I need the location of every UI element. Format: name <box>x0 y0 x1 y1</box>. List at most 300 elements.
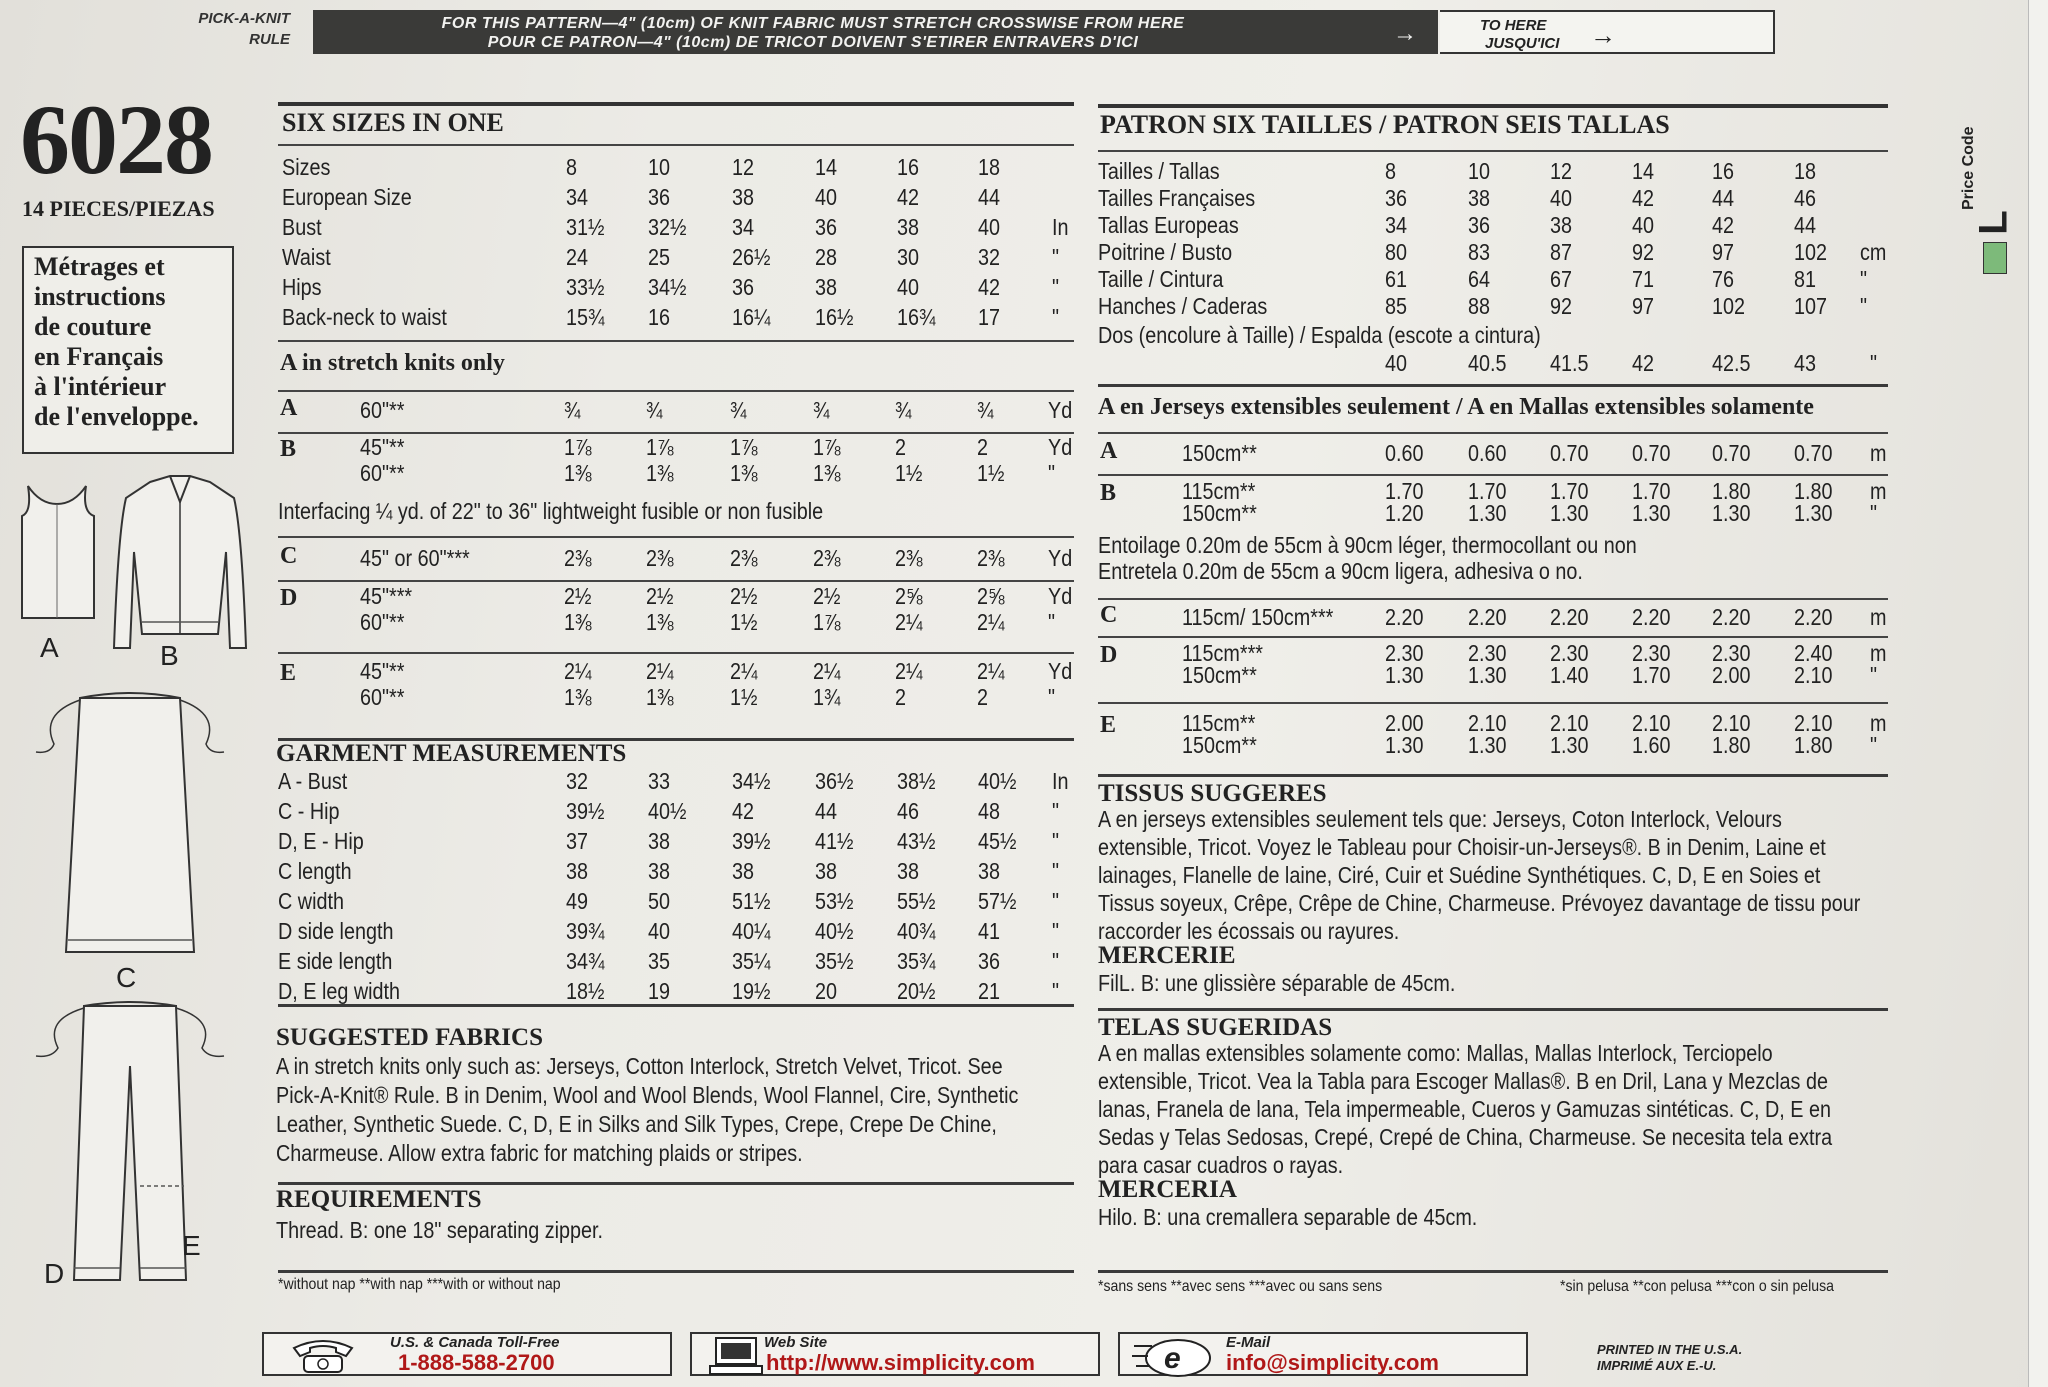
talla-value: 107 <box>1794 293 1828 319</box>
yardage-value: 1½ <box>977 460 1005 486</box>
garment-value: 57½ <box>978 888 1017 914</box>
tissus-text <box>1098 805 1860 945</box>
garment-value: 40¼ <box>732 918 771 944</box>
size-value: 25 <box>648 244 671 270</box>
size-value: 17 <box>978 304 1001 330</box>
yardage-value: 2¼ <box>564 658 592 684</box>
divider <box>278 1182 1074 1185</box>
contact-bar <box>262 1332 1542 1380</box>
talla-row-label: Tailles Françaises <box>1098 185 1256 211</box>
unit-label: " <box>1052 978 1060 1004</box>
garment-value: 53½ <box>815 888 854 914</box>
garment-value: 39½ <box>566 798 605 824</box>
garment-value: 49 <box>566 888 589 914</box>
stretch-instruction-french: POUR CE PATRON—4" (10cm) DE TRICOT DOIVENT S'ETIRER ENTRAVERS D'ICI <box>487 34 1139 51</box>
talla-value: 88 <box>1468 293 1491 319</box>
fabric-width: 150cm** <box>1182 662 1257 688</box>
metrage-value: 1.30 <box>1385 662 1424 688</box>
yardage-value: 1⅞ <box>813 434 841 460</box>
unit-label: m <box>1870 604 1887 630</box>
garment-row-label: A - Bust <box>278 768 348 794</box>
metrage-value: 0.70 <box>1632 440 1671 466</box>
suggested-fabrics-heading: SUGGESTED FABRICS <box>276 1024 543 1051</box>
yardage-value: 1½ <box>730 684 758 710</box>
garment-value: 51½ <box>732 888 771 914</box>
yardage-value: ¾ <box>977 397 994 423</box>
metrage-value: 2.30 <box>1385 640 1424 666</box>
jusquici-label: JUSQU'ICI <box>1485 35 1560 52</box>
garment-value: 34½ <box>732 768 771 794</box>
size-value: 40 <box>897 274 920 300</box>
metrage-value: 2.30 <box>1712 640 1751 666</box>
unit-label: Yd <box>1048 434 1073 460</box>
garment-value: 18½ <box>566 978 605 1004</box>
garment-value: 44 <box>815 798 838 824</box>
divider <box>1098 384 1888 387</box>
view-letter: E <box>280 660 297 686</box>
french-note-line: en Français <box>34 342 164 371</box>
unit-label: Yd <box>1048 658 1073 684</box>
size-value: 36 <box>648 184 671 210</box>
unit-label: " <box>1052 798 1060 824</box>
tissus-line: A en jerseys extensibles seulement tels que: Jerseys, Coton Interlock, Velours <box>1098 806 1782 832</box>
printed-line-french: IMPRIMÉ AUX E.-U. <box>1597 1358 1717 1373</box>
yardage-value: 2 <box>895 684 907 710</box>
printed-in-usa <box>1597 1342 1742 1374</box>
garment-value: 55½ <box>897 888 936 914</box>
tissus-line: raccorder les écossais ou rayures. <box>1098 918 1400 944</box>
divider <box>278 102 1074 106</box>
size-value: 28 <box>815 244 838 270</box>
backneck-value: 41.5 <box>1550 350 1589 376</box>
telas-heading: TELAS SUGERIDAS <box>1098 1014 1333 1041</box>
yardage-value: ¾ <box>813 397 830 423</box>
talla-value: 97 <box>1712 239 1735 265</box>
yardage-value: 2 <box>977 434 989 460</box>
talla-value: 64 <box>1468 266 1491 292</box>
french-note-line: instructions <box>34 282 166 311</box>
size-value: 16 <box>648 304 671 330</box>
divider <box>278 390 1074 392</box>
metrage-value: 1.30 <box>1468 500 1507 526</box>
metrage-value: 2.00 <box>1712 662 1751 688</box>
metrage-value: 2.10 <box>1794 662 1833 688</box>
garment-row-label: E side length <box>278 948 393 974</box>
unit-label: " <box>1052 888 1060 914</box>
mercerie-heading: MERCERIE <box>1098 942 1236 969</box>
size-row-label: Waist <box>282 244 331 270</box>
requirements-heading: REQUIREMENTS <box>276 1186 482 1213</box>
yardage-value: 1½ <box>895 460 923 486</box>
metrage-value: 1.30 <box>1468 732 1507 758</box>
size-value: 16 <box>897 154 920 180</box>
unit-label: " <box>1870 662 1878 688</box>
size-row-label: European Size <box>282 184 412 210</box>
talla-row-label: Hanches / Caderas <box>1098 293 1268 319</box>
fabric-width: 150cm** <box>1182 500 1257 526</box>
metrage-value: 1.30 <box>1794 500 1833 526</box>
email-address[interactable]: info@simplicity.com <box>1226 1350 1439 1375</box>
talla-value: 40 <box>1550 185 1573 211</box>
size-row-label: Sizes <box>282 154 331 180</box>
computer-icon <box>706 1336 766 1376</box>
fabrics-line: Charmeuse. Allow extra fabric for matching plaids or stripes. <box>276 1140 803 1166</box>
printed-line-english: PRINTED IN THE U.S.A. <box>1597 1342 1743 1357</box>
yardage-value: 1⅜ <box>646 609 674 635</box>
view-letter: A <box>1100 438 1118 464</box>
size-value: 32 <box>978 244 1001 270</box>
fabric-width: 60"** <box>360 684 405 710</box>
phone-number[interactable]: 1-888-588-2700 <box>398 1350 555 1375</box>
divider <box>278 144 1074 146</box>
size-value: 10 <box>648 154 671 180</box>
fabric-width: 45"** <box>360 658 405 684</box>
size-value: 42 <box>897 184 920 210</box>
email-icon <box>1132 1334 1218 1378</box>
unit-label: " <box>1860 266 1868 292</box>
yardage-value: 1⅜ <box>813 460 841 486</box>
fabric-width: 45" or 60"*** <box>360 545 470 571</box>
fabric-width: 45"*** <box>360 583 413 609</box>
unit-label: " <box>1052 274 1060 300</box>
metrage-value: 2.20 <box>1550 604 1589 630</box>
yardage-value: ¾ <box>646 397 663 423</box>
backneck-value: 42 <box>1632 350 1655 376</box>
divider <box>1098 702 1888 704</box>
price-code-swatch <box>1983 242 2007 274</box>
garment-value: 39¾ <box>566 918 605 944</box>
metrage-value: 0.70 <box>1794 440 1833 466</box>
garment-row-label: D, E - Hip <box>278 828 364 854</box>
yardage-value: 2¼ <box>895 658 923 684</box>
merceria-heading: MERCERIA <box>1098 1176 1237 1203</box>
telephone-icon <box>288 1338 358 1374</box>
talla-value: 36 <box>1385 185 1408 211</box>
fabric-width: 60"** <box>360 609 405 635</box>
price-code-letter: L <box>1971 210 2016 235</box>
talla-value: 85 <box>1385 293 1408 319</box>
talla-value: 102 <box>1794 239 1828 265</box>
garment-value: 37 <box>566 828 589 854</box>
unit-label: " <box>1052 304 1060 330</box>
fabrics-line: Pick-A-Knit® Rule. B in Denim, Wool and Wool Blends, Wool Flannel, Cire, Synthetic <box>276 1082 1019 1108</box>
backneck-label: Dos (encolure à Taille) / Espalda (escote a cintura) <box>1098 322 1541 348</box>
metrage-value: 2.10 <box>1794 710 1833 736</box>
fabric-width: 115cm** <box>1182 710 1256 736</box>
yardage-value: 1⅜ <box>730 460 758 486</box>
divider <box>278 652 1074 654</box>
french-note-line: à l'intérieur <box>34 372 167 401</box>
requirements-text: Thread. B: one 18" separating zipper. <box>276 1217 604 1243</box>
email-label: E-Mail <box>1226 1334 1271 1351</box>
talla-value: 92 <box>1632 239 1655 265</box>
metrage-value: 1.30 <box>1632 500 1671 526</box>
metrage-value: 1.70 <box>1550 478 1589 504</box>
size-value: 33½ <box>566 274 605 300</box>
pattern-number: 6028 <box>20 84 212 195</box>
french-instructions-note <box>22 246 234 454</box>
size-value: 38 <box>732 184 755 210</box>
garment-value: 40½ <box>815 918 854 944</box>
yardage-value: 2½ <box>730 583 758 609</box>
pick-a-knit-label-line2: RULE <box>249 31 290 48</box>
fabrics-line: Leather, Synthetic Suede. C, D, E in Silks and Silk Types, Crepe, Crepe De Chine, <box>276 1111 997 1137</box>
price-code-label: Price Code <box>1960 126 1977 210</box>
metrage-value: 2.20 <box>1632 604 1671 630</box>
size-value: 40 <box>978 214 1001 240</box>
size-value: 31½ <box>566 214 605 240</box>
garment-row-label: C - Hip <box>278 798 340 824</box>
size-value: 40 <box>815 184 838 210</box>
garment-value: 38 <box>648 828 671 854</box>
metrage-value: 2.30 <box>1632 640 1671 666</box>
entretela-note: Entretela 0.20m de 55cm a 90cm ligera, adhesiva o no. <box>1098 558 1583 584</box>
metrage-value: 1.70 <box>1632 662 1671 688</box>
metrage-value: 0.60 <box>1468 440 1507 466</box>
talla-value: 12 <box>1550 158 1573 184</box>
yardage-value: 2¼ <box>977 609 1005 635</box>
french-note-line: de l'enveloppe. <box>34 402 199 431</box>
divider <box>278 580 1074 582</box>
backneck-value: 43 <box>1794 350 1817 376</box>
divider <box>278 536 1074 538</box>
garment-value: 20½ <box>897 978 936 1004</box>
metrage-value: 2.10 <box>1550 710 1589 736</box>
view-letter: C <box>280 543 298 569</box>
metrage-value: 0.60 <box>1385 440 1424 466</box>
garment-value: 43½ <box>897 828 936 854</box>
talla-value: 14 <box>1632 158 1655 184</box>
fabric-width: 60"** <box>360 397 405 423</box>
metrage-value: 2.20 <box>1794 604 1833 630</box>
telas-line: para casar cuadros o rayas. <box>1098 1152 1344 1178</box>
metrage-value: 0.70 <box>1550 440 1589 466</box>
entoilage-note: Entoilage 0.20m de 55cm à 90cm léger, thermocollant ou non <box>1098 532 1637 558</box>
metrage-value: 1.40 <box>1550 662 1589 688</box>
yardage-value: 2¼ <box>646 658 674 684</box>
yardage-value: 2½ <box>813 583 841 609</box>
garment-value: 32 <box>566 768 589 794</box>
view-c-label: C <box>116 962 137 993</box>
website-link[interactable]: http://www.simplicity.com <box>766 1350 1035 1375</box>
garment-value: 40½ <box>978 768 1017 794</box>
garment-value: 38½ <box>897 768 936 794</box>
garment-row-label: C width <box>278 888 344 914</box>
yardage-value: 2¼ <box>977 658 1005 684</box>
pieces-count: 14 PIECES/PIEZAS <box>22 196 215 221</box>
size-value: 8 <box>566 154 578 180</box>
garment-value: 35¼ <box>732 948 771 974</box>
yardage-value: 2 <box>977 684 989 710</box>
talla-value: 18 <box>1794 158 1817 184</box>
metrage-value: 2.20 <box>1385 604 1424 630</box>
garment-value: 35¾ <box>897 948 936 974</box>
garment-value: 36½ <box>815 768 854 794</box>
spanish-nap-footnote: *sin pelusa **con pelusa ***con o sin pelusa <box>1560 1278 1834 1295</box>
metrage-value: 2.30 <box>1468 640 1507 666</box>
yardage-value: 2 <box>895 434 907 460</box>
metrage-value: 0.70 <box>1712 440 1751 466</box>
french-nap-footnote: *sans sens **avec sens ***avec ou sans sens <box>1098 1278 1383 1295</box>
garment-value: 33 <box>648 768 671 794</box>
view-b-label: B <box>160 640 179 671</box>
unit-label: " <box>1048 684 1056 710</box>
yardage-value: 1⅞ <box>646 434 674 460</box>
view-letter: B <box>280 436 297 462</box>
telas-text <box>1098 1039 1832 1179</box>
yardage-value: 2⅜ <box>977 545 1005 571</box>
fabric-width: 115cm** <box>1182 478 1256 504</box>
talla-value: 44 <box>1794 212 1817 238</box>
unit-label: Yd <box>1048 545 1073 571</box>
pick-a-knit-rule <box>150 6 1775 56</box>
yardage-value: 1¾ <box>813 684 841 710</box>
metrage-value: 2.20 <box>1468 604 1507 630</box>
yardage-value: ¾ <box>730 397 747 423</box>
garment-value: 39½ <box>732 828 771 854</box>
size-value: 34 <box>566 184 589 210</box>
divider <box>1098 150 1888 152</box>
fabrics-line: A in stretch knits only such as: Jerseys, Cotton Interlock, Stretch Velvet, Tricot. See <box>276 1053 1003 1079</box>
talla-value: 42 <box>1632 185 1655 211</box>
yardage-value: 1⅜ <box>646 460 674 486</box>
garment-value: 45½ <box>978 828 1017 854</box>
talla-value: 40 <box>1632 212 1655 238</box>
telas-line: A en mallas extensibles solamente como: Mallas, Mallas Interlock, Terciopelo <box>1098 1040 1773 1066</box>
metrage-value: 2.40 <box>1794 640 1833 666</box>
view-e-label: E <box>182 1230 201 1261</box>
unit-label: " <box>1052 858 1060 884</box>
metrage-value: 1.80 <box>1794 732 1833 758</box>
size-value: 34½ <box>648 274 687 300</box>
size-value: 15¾ <box>566 304 605 330</box>
fabric-width: 150cm** <box>1182 440 1257 466</box>
metrage-value: 1.30 <box>1550 500 1589 526</box>
yardage-value: 1⅜ <box>564 684 592 710</box>
garment-value: 42 <box>732 798 755 824</box>
telas-line: lanas, Franela de lana, Tela impermeable, Cueros y Gamuzas sintéticas. C, D, E en <box>1098 1096 1831 1122</box>
yardage-value: 1⅞ <box>564 434 592 460</box>
tissus-line: Tissus soyeux, Crêpe, Crêpe de Chine, Charmeuse. Prévoyez davantage de tissu pour <box>1098 890 1861 916</box>
view-b-jacket-drawing <box>110 472 250 654</box>
size-row-label: Hips <box>282 274 322 300</box>
garment-value: 46 <box>897 798 920 824</box>
size-value: 18 <box>978 154 1001 180</box>
talla-row-label: Poitrine / Busto <box>1098 239 1233 265</box>
yardage-value: 2⅝ <box>977 583 1005 609</box>
metrage-value: 2.10 <box>1468 710 1507 736</box>
talla-value: 36 <box>1468 212 1491 238</box>
garment-value: 40¾ <box>897 918 936 944</box>
tissus-line: lainages, Flanelle de laine, Ciré, Cuir et Suédine Synthétiques. C, D, E en Soies et <box>1098 862 1821 888</box>
talla-value: 42 <box>1712 212 1735 238</box>
yardage-value: 1½ <box>730 609 758 635</box>
size-row-label: Bust <box>282 214 322 240</box>
envelope-edge <box>2028 0 2048 1387</box>
size-value: 32½ <box>648 214 687 240</box>
metrage-value: 2.30 <box>1550 640 1589 666</box>
garment-value: 38 <box>566 858 589 884</box>
unit-label: m <box>1870 640 1887 666</box>
talla-row-label: Tallas Europeas <box>1098 212 1239 238</box>
talla-row-label: Tailles / Tallas <box>1098 158 1220 184</box>
size-value: 38 <box>815 274 838 300</box>
sizes-heading: SIX SIZES IN ONE <box>282 108 504 137</box>
unit-label: In <box>1052 768 1069 794</box>
yardage-value: 2½ <box>564 583 592 609</box>
size-value: 36 <box>732 274 755 300</box>
unit-label: " <box>1052 244 1060 270</box>
view-a-label: A <box>40 632 59 663</box>
garment-row-label: C length <box>278 858 352 884</box>
unit-label: m <box>1870 440 1887 466</box>
garment-value: 36 <box>978 948 1001 974</box>
yardage-value: 2¼ <box>730 658 758 684</box>
garment-value: 21 <box>978 978 1001 1004</box>
metrage-value: 2.10 <box>1712 710 1751 736</box>
divider <box>1098 774 1888 777</box>
yardage-value: 2¼ <box>895 609 923 635</box>
to-here-box <box>1440 10 1775 54</box>
yardage-value: 2⅜ <box>646 545 674 571</box>
garment-value: 35 <box>648 948 671 974</box>
view-letter: B <box>1100 480 1117 506</box>
right-arrow-icon: → <box>1590 20 1616 50</box>
talla-value: 44 <box>1712 185 1735 211</box>
talla-value: 61 <box>1385 266 1408 292</box>
size-value: 44 <box>978 184 1001 210</box>
metrage-value: 2.20 <box>1712 604 1751 630</box>
stretch-instruction-english: FOR THIS PATTERN—4" (10cm) OF KNIT FABRIC MUST STRETCH CROSSWISE FROM HERE <box>441 15 1185 32</box>
talla-value: 97 <box>1632 293 1655 319</box>
size-value: 26½ <box>732 244 771 270</box>
garment-value: 50 <box>648 888 671 914</box>
view-letter: A <box>280 395 298 421</box>
metrage-value: 1.70 <box>1385 478 1424 504</box>
talla-value: 46 <box>1794 185 1817 211</box>
yardage-value: 1⅞ <box>813 609 841 635</box>
unit-label: m <box>1870 710 1887 736</box>
yardage-value: 1⅜ <box>564 609 592 635</box>
fabric-width: 115cm*** <box>1182 640 1264 666</box>
talla-value: 38 <box>1468 185 1491 211</box>
size-value: 12 <box>732 154 755 180</box>
garment-value: 48 <box>978 798 1001 824</box>
garment-row-label: D, E leg width <box>278 978 401 1004</box>
tissus-heading: TISSUS SUGGERES <box>1098 780 1327 807</box>
telas-line: Sedas y Telas Sedosas, Crepé, Crepé de China, Charmeuse. Se necesita tela extra <box>1098 1124 1833 1150</box>
unit-label: " <box>1052 918 1060 944</box>
metrage-value: 1.70 <box>1632 478 1671 504</box>
garment-value: 41½ <box>815 828 854 854</box>
yardage-value: ¾ <box>895 397 912 423</box>
garment-value: 34¾ <box>566 948 605 974</box>
size-value: 16¼ <box>732 304 771 330</box>
talla-value: 81 <box>1794 266 1817 292</box>
size-value: 30 <box>897 244 920 270</box>
size-value: 34 <box>732 214 755 240</box>
phone-label: U.S. & Canada Toll-Free <box>390 1334 560 1351</box>
merceria-text: Hilo. B: una cremallera separable de 45cm. <box>1098 1204 1478 1230</box>
metrage-value: 1.30 <box>1385 732 1424 758</box>
yardage-value: 2½ <box>646 583 674 609</box>
unit-label: m <box>1870 478 1887 504</box>
stretch-instruction-bar <box>313 10 1438 54</box>
metrage-value: 2.00 <box>1385 710 1424 736</box>
view-letter: E <box>1100 712 1117 738</box>
talla-value: 71 <box>1632 266 1655 292</box>
divider <box>1098 104 1888 108</box>
